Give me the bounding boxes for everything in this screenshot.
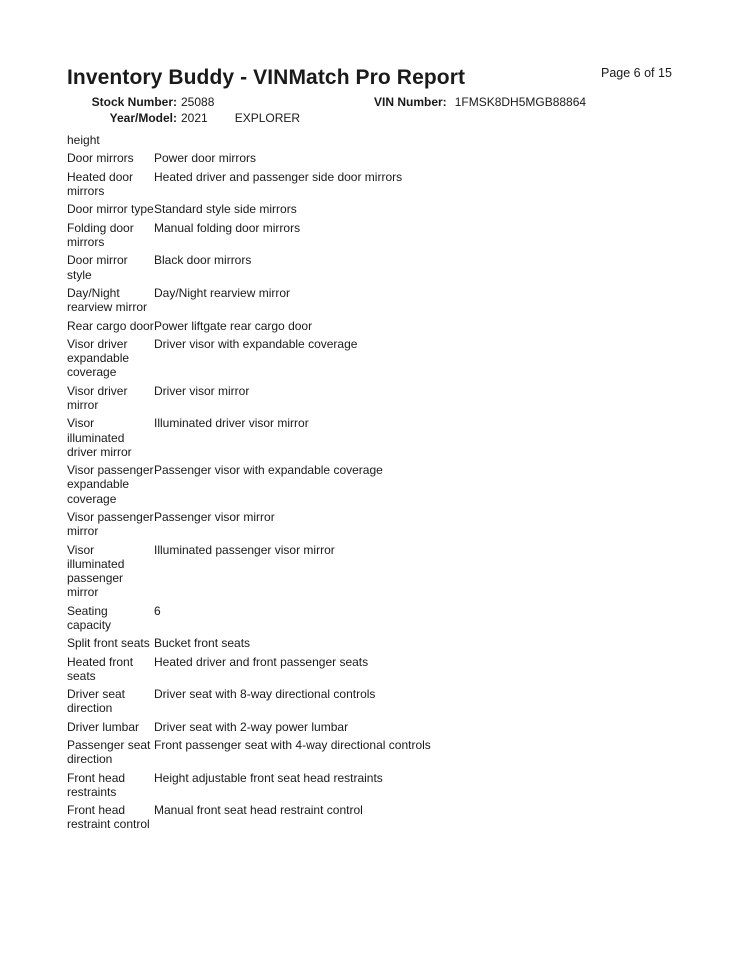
- feature-name: Visor illuminated passenger mirror: [67, 542, 125, 600]
- feature-name: Rear cargo door: [67, 318, 154, 333]
- vin-number: [374, 95, 586, 109]
- feature-value: Driver visor mirror: [154, 383, 250, 398]
- table-row: [67, 636, 667, 650]
- table-row: [67, 655, 667, 683]
- feature-value: Black door mirrors: [154, 253, 252, 268]
- year-model: [67, 111, 300, 125]
- feature-name: Visor driver mirror: [67, 383, 128, 412]
- feature-value: Heated driver and front passenger seats: [154, 654, 369, 669]
- feature-name: Visor driver expandable coverage: [67, 336, 130, 380]
- feature-value: Manual folding door mirrors: [154, 220, 301, 235]
- feature-name: Driver lumbar: [67, 719, 140, 734]
- stock-number-value: 25088: [181, 95, 215, 109]
- feature-name: Driver seat direction: [67, 687, 126, 716]
- table-row: [67, 221, 667, 249]
- table-row: [67, 151, 667, 165]
- table-row: [67, 286, 667, 314]
- table-row: [67, 543, 667, 600]
- feature-value: Driver visor with expandable coverage: [154, 336, 358, 351]
- feature-value: Passenger visor mirror: [154, 509, 275, 524]
- table-row: [67, 133, 667, 147]
- feature-name: Visor illuminated driver mirror: [67, 416, 132, 459]
- feature-value: Driver seat with 2-way power lumbar: [154, 719, 349, 734]
- year-model-label: Year/Model:: [109, 111, 177, 125]
- table-row: [67, 510, 667, 538]
- feature-name: Front head restraints: [67, 770, 126, 799]
- table-row: [67, 202, 667, 216]
- feature-value: [154, 133, 667, 147]
- feature-name: Door mirror style: [67, 253, 128, 282]
- feature-value: Manual front seat head restraint control: [154, 803, 363, 818]
- feature-value: Standard style side mirrors: [154, 202, 297, 217]
- report-title: Inventory Buddy - VINMatch Pro Report: [67, 66, 466, 89]
- table-row: [67, 337, 667, 380]
- table-row: [67, 384, 667, 412]
- feature-name: height: [67, 133, 100, 147]
- feature-name: Heated door mirrors: [67, 169, 134, 198]
- feature-value: 6: [154, 603, 161, 618]
- vin-number-value: 1FMSK8DH5MGB88864: [454, 95, 587, 109]
- table-row: [67, 319, 667, 333]
- table-row: [67, 738, 667, 766]
- model-value: EXPLORER: [234, 111, 301, 125]
- feature-value: Heated driver and passenger side door mirrors: [154, 169, 403, 184]
- feature-name: Heated front seats: [67, 654, 134, 683]
- feature-value: Height adjustable front seat head restraints: [154, 770, 383, 785]
- feature-value: Bucket front seats: [154, 636, 251, 651]
- feature-name: Front head restraint control: [67, 803, 150, 832]
- feature-value: Day/Night rearview mirror: [154, 285, 291, 300]
- table-row: [67, 803, 667, 831]
- feature-name: Seating capacity: [67, 603, 112, 632]
- feature-name: Door mirrors: [67, 151, 134, 166]
- feature-value: Power door mirrors: [154, 151, 257, 166]
- feature-name: Day/Night rearview mirror: [67, 285, 148, 315]
- feature-name: Folding door mirrors: [67, 220, 134, 249]
- features-table: [67, 133, 667, 836]
- table-row: [67, 771, 667, 799]
- table-row: [67, 687, 667, 715]
- feature-name: Visor passenger mirror: [67, 509, 154, 539]
- feature-name: Split front seats: [67, 636, 150, 651]
- table-row: [67, 463, 667, 506]
- feature-name: Visor passenger expandable coverage: [67, 463, 154, 506]
- table-row: [67, 604, 667, 632]
- feature-name: Passenger seat direction: [67, 738, 151, 767]
- vin-number-label: VIN Number:: [374, 95, 447, 109]
- table-row: [67, 253, 667, 281]
- table-row: [67, 416, 667, 459]
- feature-value: Power liftgate rear cargo door: [154, 318, 313, 333]
- year-value: 2021: [181, 111, 208, 125]
- feature-value: Passenger visor with expandable coverage: [154, 463, 383, 478]
- feature-name: Door mirror type: [67, 202, 154, 217]
- stock-number-label: Stock Number:: [91, 95, 177, 109]
- page-number: Page 6 of 15: [601, 66, 672, 80]
- table-row: [67, 170, 667, 198]
- feature-value: Illuminated passenger visor mirror: [154, 542, 335, 557]
- feature-value: Driver seat with 8-way directional controls: [154, 687, 376, 702]
- stock-number: [67, 95, 214, 109]
- table-row: [67, 720, 667, 734]
- feature-value: Front passenger seat with 4-way directional controls: [154, 738, 431, 753]
- feature-value: Illuminated driver visor mirror: [154, 416, 309, 431]
